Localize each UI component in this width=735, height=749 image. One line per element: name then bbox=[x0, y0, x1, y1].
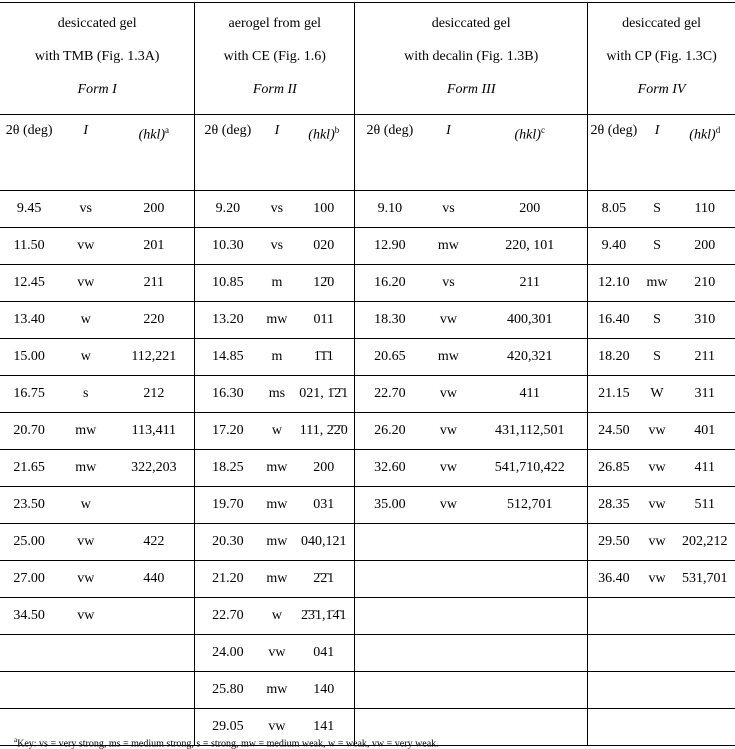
table-cell bbox=[355, 524, 425, 561]
table-cell: 400,301 bbox=[472, 302, 587, 339]
table-cell: 200 bbox=[293, 450, 354, 487]
table-cell: vw bbox=[58, 524, 113, 561]
table-cell: 23.50 bbox=[0, 487, 58, 524]
table-cell bbox=[355, 672, 425, 709]
table-cell bbox=[0, 635, 58, 672]
table-cell: 211 bbox=[113, 265, 195, 302]
table-cell bbox=[425, 598, 473, 635]
table-cell: 211 bbox=[675, 339, 735, 376]
table-cell: w bbox=[261, 598, 294, 635]
table-cell: vw bbox=[640, 561, 675, 598]
table-cell: 422 bbox=[113, 524, 195, 561]
col-hkl-2: (hkl)$^b$ bbox=[293, 115, 354, 191]
table-cell: 29.50 bbox=[588, 524, 640, 561]
table-cell: 12̄0 bbox=[293, 265, 354, 302]
group-4-form: Form IV bbox=[588, 73, 735, 106]
table-row bbox=[0, 265, 735, 302]
table-cell: vw bbox=[425, 413, 473, 450]
table-cell bbox=[425, 524, 473, 561]
col-i-3: I bbox=[425, 115, 473, 191]
table-cell: vw bbox=[58, 598, 113, 635]
table-cell: mw bbox=[425, 339, 473, 376]
table-cell: vs bbox=[425, 191, 473, 228]
group-3 bbox=[355, 3, 588, 115]
table-cell: mw bbox=[425, 228, 473, 265]
table-row bbox=[0, 450, 735, 487]
table-cell: 16.75 bbox=[0, 376, 58, 413]
table-cell: 113,411 bbox=[113, 413, 195, 450]
table-cell bbox=[588, 672, 640, 709]
table-cell: 15.00 bbox=[0, 339, 58, 376]
table-cell: 2̄3̄1,1̄4̄1 bbox=[293, 598, 354, 635]
table-cell: w bbox=[58, 487, 113, 524]
table-cell bbox=[588, 635, 640, 672]
table-cell: mw bbox=[640, 265, 675, 302]
table-cell bbox=[640, 709, 675, 746]
table-cell: m bbox=[261, 265, 294, 302]
table-cell: 18.20 bbox=[588, 339, 640, 376]
table-cell bbox=[355, 635, 425, 672]
table-cell: mw bbox=[261, 487, 294, 524]
table-cell: 512,701 bbox=[472, 487, 587, 524]
table-cell: 9.45 bbox=[0, 191, 58, 228]
table-cell: 21.65 bbox=[0, 450, 58, 487]
table-cell: w bbox=[261, 413, 294, 450]
table-cell: 531,701 bbox=[675, 561, 735, 598]
col-hkl-1: (hkl)$^a$ bbox=[113, 115, 195, 191]
table-cell: 29.05 bbox=[195, 709, 261, 746]
table-cell bbox=[675, 672, 735, 709]
table-cell: 18.30 bbox=[355, 302, 425, 339]
table-row bbox=[0, 228, 735, 265]
table-cell: 9.20 bbox=[195, 191, 261, 228]
table-cell: vw bbox=[640, 413, 675, 450]
table-cell: 24.00 bbox=[195, 635, 261, 672]
col-hkl-3: (hkl)$^c$ bbox=[472, 115, 587, 191]
table-cell: 36.40 bbox=[588, 561, 640, 598]
table-cell: 411 bbox=[675, 450, 735, 487]
table-row bbox=[0, 561, 735, 598]
table-cell: 14.85 bbox=[195, 339, 261, 376]
table-cell bbox=[0, 672, 58, 709]
table-cell: 28.35 bbox=[588, 487, 640, 524]
table-cell bbox=[58, 635, 113, 672]
table-cell bbox=[113, 635, 195, 672]
table-cell: 26.85 bbox=[588, 450, 640, 487]
table-cell bbox=[675, 635, 735, 672]
table-cell: 041 bbox=[293, 635, 354, 672]
table-row bbox=[0, 672, 735, 709]
group-2-line2: with CE (Fig. 1.6) bbox=[195, 40, 354, 73]
table-cell: 10.30 bbox=[195, 228, 261, 265]
table-cell bbox=[640, 598, 675, 635]
col-2theta-2: 2θ (deg) bbox=[195, 115, 261, 191]
group-3-line1: desiccated gel bbox=[355, 7, 587, 40]
group-2 bbox=[195, 3, 355, 115]
table-cell: vs bbox=[425, 265, 473, 302]
table-cell bbox=[675, 598, 735, 635]
group-4 bbox=[588, 3, 735, 115]
table-cell: w bbox=[58, 302, 113, 339]
table-cell: 17.20 bbox=[195, 413, 261, 450]
table-cell: 11.50 bbox=[0, 228, 58, 265]
table-cell: 27.00 bbox=[0, 561, 58, 598]
table-cell: 140 bbox=[293, 672, 354, 709]
table-cell: 25.80 bbox=[195, 672, 261, 709]
table-cell: vw bbox=[640, 487, 675, 524]
table-cell: 9.40 bbox=[588, 228, 640, 265]
table-cell: vw bbox=[425, 376, 473, 413]
table-cell: 21.20 bbox=[195, 561, 261, 598]
table-cell: S bbox=[640, 191, 675, 228]
table-cell: vw bbox=[261, 709, 294, 746]
table-cell: 35.00 bbox=[355, 487, 425, 524]
table-cell: 26.20 bbox=[355, 413, 425, 450]
table-cell: vw bbox=[640, 450, 675, 487]
table-cell: vw bbox=[640, 524, 675, 561]
table-cell: 021, 1̄2̄1 bbox=[293, 376, 354, 413]
group-2-line1: aerogel from gel bbox=[195, 7, 354, 40]
table-cell: 322,203 bbox=[113, 450, 195, 487]
table-cell: 200 bbox=[675, 228, 735, 265]
group-1-line1: desiccated gel bbox=[0, 7, 194, 40]
table-cell: 20.30 bbox=[195, 524, 261, 561]
table-cell: vs bbox=[261, 191, 294, 228]
table-cell: 16.20 bbox=[355, 265, 425, 302]
table-cell: 10.85 bbox=[195, 265, 261, 302]
table-cell: vw bbox=[58, 561, 113, 598]
table-cell: 9.10 bbox=[355, 191, 425, 228]
table-cell: 202,212 bbox=[675, 524, 735, 561]
group-3-line2: with decalin (Fig. 1.3B) bbox=[355, 40, 587, 73]
group-header-row bbox=[0, 3, 735, 115]
table-cell: 2̄2̄1 bbox=[293, 561, 354, 598]
table-cell: 541,710,422 bbox=[472, 450, 587, 487]
table-cell: 13.20 bbox=[195, 302, 261, 339]
table-cell bbox=[472, 672, 587, 709]
column-header-row bbox=[0, 115, 735, 191]
table-cell: mw bbox=[58, 450, 113, 487]
table-cell bbox=[425, 635, 473, 672]
table-cell: 200 bbox=[113, 191, 195, 228]
table-cell: 211 bbox=[472, 265, 587, 302]
table-cell: 24.50 bbox=[588, 413, 640, 450]
group-1 bbox=[0, 3, 195, 115]
table-cell: vw bbox=[58, 265, 113, 302]
table-cell: 32.60 bbox=[355, 450, 425, 487]
table-cell: vw bbox=[425, 302, 473, 339]
col-2theta-1: 2θ (deg) bbox=[0, 115, 58, 191]
table-cell: 212 bbox=[113, 376, 195, 413]
table-cell: w bbox=[58, 339, 113, 376]
table-row bbox=[0, 302, 735, 339]
xrd-table bbox=[0, 2, 735, 746]
table-cell: mw bbox=[261, 302, 294, 339]
table-cell: 25.00 bbox=[0, 524, 58, 561]
col-i-1: I bbox=[58, 115, 113, 191]
table-cell: 200 bbox=[472, 191, 587, 228]
table-cell bbox=[355, 598, 425, 635]
table-cell: 210 bbox=[675, 265, 735, 302]
table-row bbox=[0, 413, 735, 450]
group-2-form: Form II bbox=[195, 73, 354, 106]
table-cell bbox=[640, 635, 675, 672]
col-i-2: I bbox=[261, 115, 294, 191]
table-cell: vs bbox=[261, 228, 294, 265]
table-cell: 12.10 bbox=[588, 265, 640, 302]
table-cell: 420,321 bbox=[472, 339, 587, 376]
table-cell: 20.65 bbox=[355, 339, 425, 376]
table-cell bbox=[425, 561, 473, 598]
table-cell: S bbox=[640, 302, 675, 339]
table-cell: 220 bbox=[113, 302, 195, 339]
table-cell: 431,112,501 bbox=[472, 413, 587, 450]
group-3-form: Form III bbox=[355, 73, 587, 106]
table-cell: vw bbox=[425, 487, 473, 524]
table-cell: W bbox=[640, 376, 675, 413]
table-row bbox=[0, 598, 735, 635]
table-cell: 201 bbox=[113, 228, 195, 265]
table-cell: 220, 101 bbox=[472, 228, 587, 265]
table-cell bbox=[113, 672, 195, 709]
table-cell: s bbox=[58, 376, 113, 413]
table-cell: vs bbox=[58, 191, 113, 228]
table-cell: 411 bbox=[472, 376, 587, 413]
table-cell: vw bbox=[58, 228, 113, 265]
table-cell bbox=[588, 709, 640, 746]
table-cell: 18.25 bbox=[195, 450, 261, 487]
col-i-4: I bbox=[640, 115, 675, 191]
footnote: $^a$Key: vs = very strong, ms = medium strong, s = strong, mw = medium weak, w = weak, vw = very weak. bbox=[14, 736, 439, 749]
table-cell: 110 bbox=[675, 191, 735, 228]
table-cell: 21.15 bbox=[588, 376, 640, 413]
table-cell: 19.70 bbox=[195, 487, 261, 524]
table-cell: mw bbox=[261, 561, 294, 598]
table-cell: 12.90 bbox=[355, 228, 425, 265]
table-cell: 100 bbox=[293, 191, 354, 228]
table-cell: 20.70 bbox=[0, 413, 58, 450]
table-cell bbox=[472, 709, 587, 746]
group-4-line2: with CP (Fig. 1.3C) bbox=[588, 40, 735, 73]
table-cell: ms bbox=[261, 376, 294, 413]
table-cell: 020 bbox=[293, 228, 354, 265]
table-cell bbox=[472, 635, 587, 672]
table-cell: 8.05 bbox=[588, 191, 640, 228]
table-cell: mw bbox=[261, 672, 294, 709]
group-1-form: Form I bbox=[0, 73, 194, 106]
table-cell: 12.45 bbox=[0, 265, 58, 302]
table-cell bbox=[58, 672, 113, 709]
group-4-line1: desiccated gel bbox=[588, 7, 735, 40]
table-cell bbox=[355, 561, 425, 598]
table-cell bbox=[472, 524, 587, 561]
table-cell: 311 bbox=[675, 376, 735, 413]
table-cell: 401 bbox=[675, 413, 735, 450]
table-cell bbox=[113, 598, 195, 635]
col-2theta-4: 2θ (deg) bbox=[588, 115, 640, 191]
table-cell: 13.40 bbox=[0, 302, 58, 339]
table-cell: 16.40 bbox=[588, 302, 640, 339]
table-cell: 112,221 bbox=[113, 339, 195, 376]
table-cell: 1̄1̄1 bbox=[293, 339, 354, 376]
table-cell: 22.70 bbox=[195, 598, 261, 635]
table-row bbox=[0, 339, 735, 376]
table-row bbox=[0, 376, 735, 413]
table-row bbox=[0, 635, 735, 672]
table-row bbox=[0, 191, 735, 228]
col-hkl-4: (hkl)$^d$ bbox=[675, 115, 735, 191]
table-cell: vw bbox=[261, 635, 294, 672]
table-cell: 310 bbox=[675, 302, 735, 339]
table-cell: vw bbox=[425, 450, 473, 487]
table-cell: S bbox=[640, 228, 675, 265]
table-cell: 040,121 bbox=[293, 524, 354, 561]
table-cell bbox=[472, 598, 587, 635]
table-cell: mw bbox=[261, 524, 294, 561]
table-cell: S bbox=[640, 339, 675, 376]
table-cell: mw bbox=[261, 450, 294, 487]
table-cell: mw bbox=[58, 413, 113, 450]
group-1-line2: with TMB (Fig. 1.3A) bbox=[0, 40, 194, 73]
table-cell: 141 bbox=[293, 709, 354, 746]
table-cell bbox=[588, 598, 640, 635]
table-cell: 440 bbox=[113, 561, 195, 598]
col-2theta-3: 2θ (deg) bbox=[355, 115, 425, 191]
table-cell bbox=[640, 672, 675, 709]
table-cell bbox=[472, 561, 587, 598]
table-cell: 031 bbox=[293, 487, 354, 524]
table-cell: 34.50 bbox=[0, 598, 58, 635]
table-row bbox=[0, 487, 735, 524]
table-cell bbox=[425, 672, 473, 709]
table-cell: m bbox=[261, 339, 294, 376]
table-cell bbox=[113, 487, 195, 524]
table-cell: 22.70 bbox=[355, 376, 425, 413]
table-cell: 511 bbox=[675, 487, 735, 524]
table-cell: 16.30 bbox=[195, 376, 261, 413]
table-cell bbox=[675, 709, 735, 746]
table-row bbox=[0, 524, 735, 561]
table-cell: 111, 2̄2̄0 bbox=[293, 413, 354, 450]
table-cell: 011 bbox=[293, 302, 354, 339]
